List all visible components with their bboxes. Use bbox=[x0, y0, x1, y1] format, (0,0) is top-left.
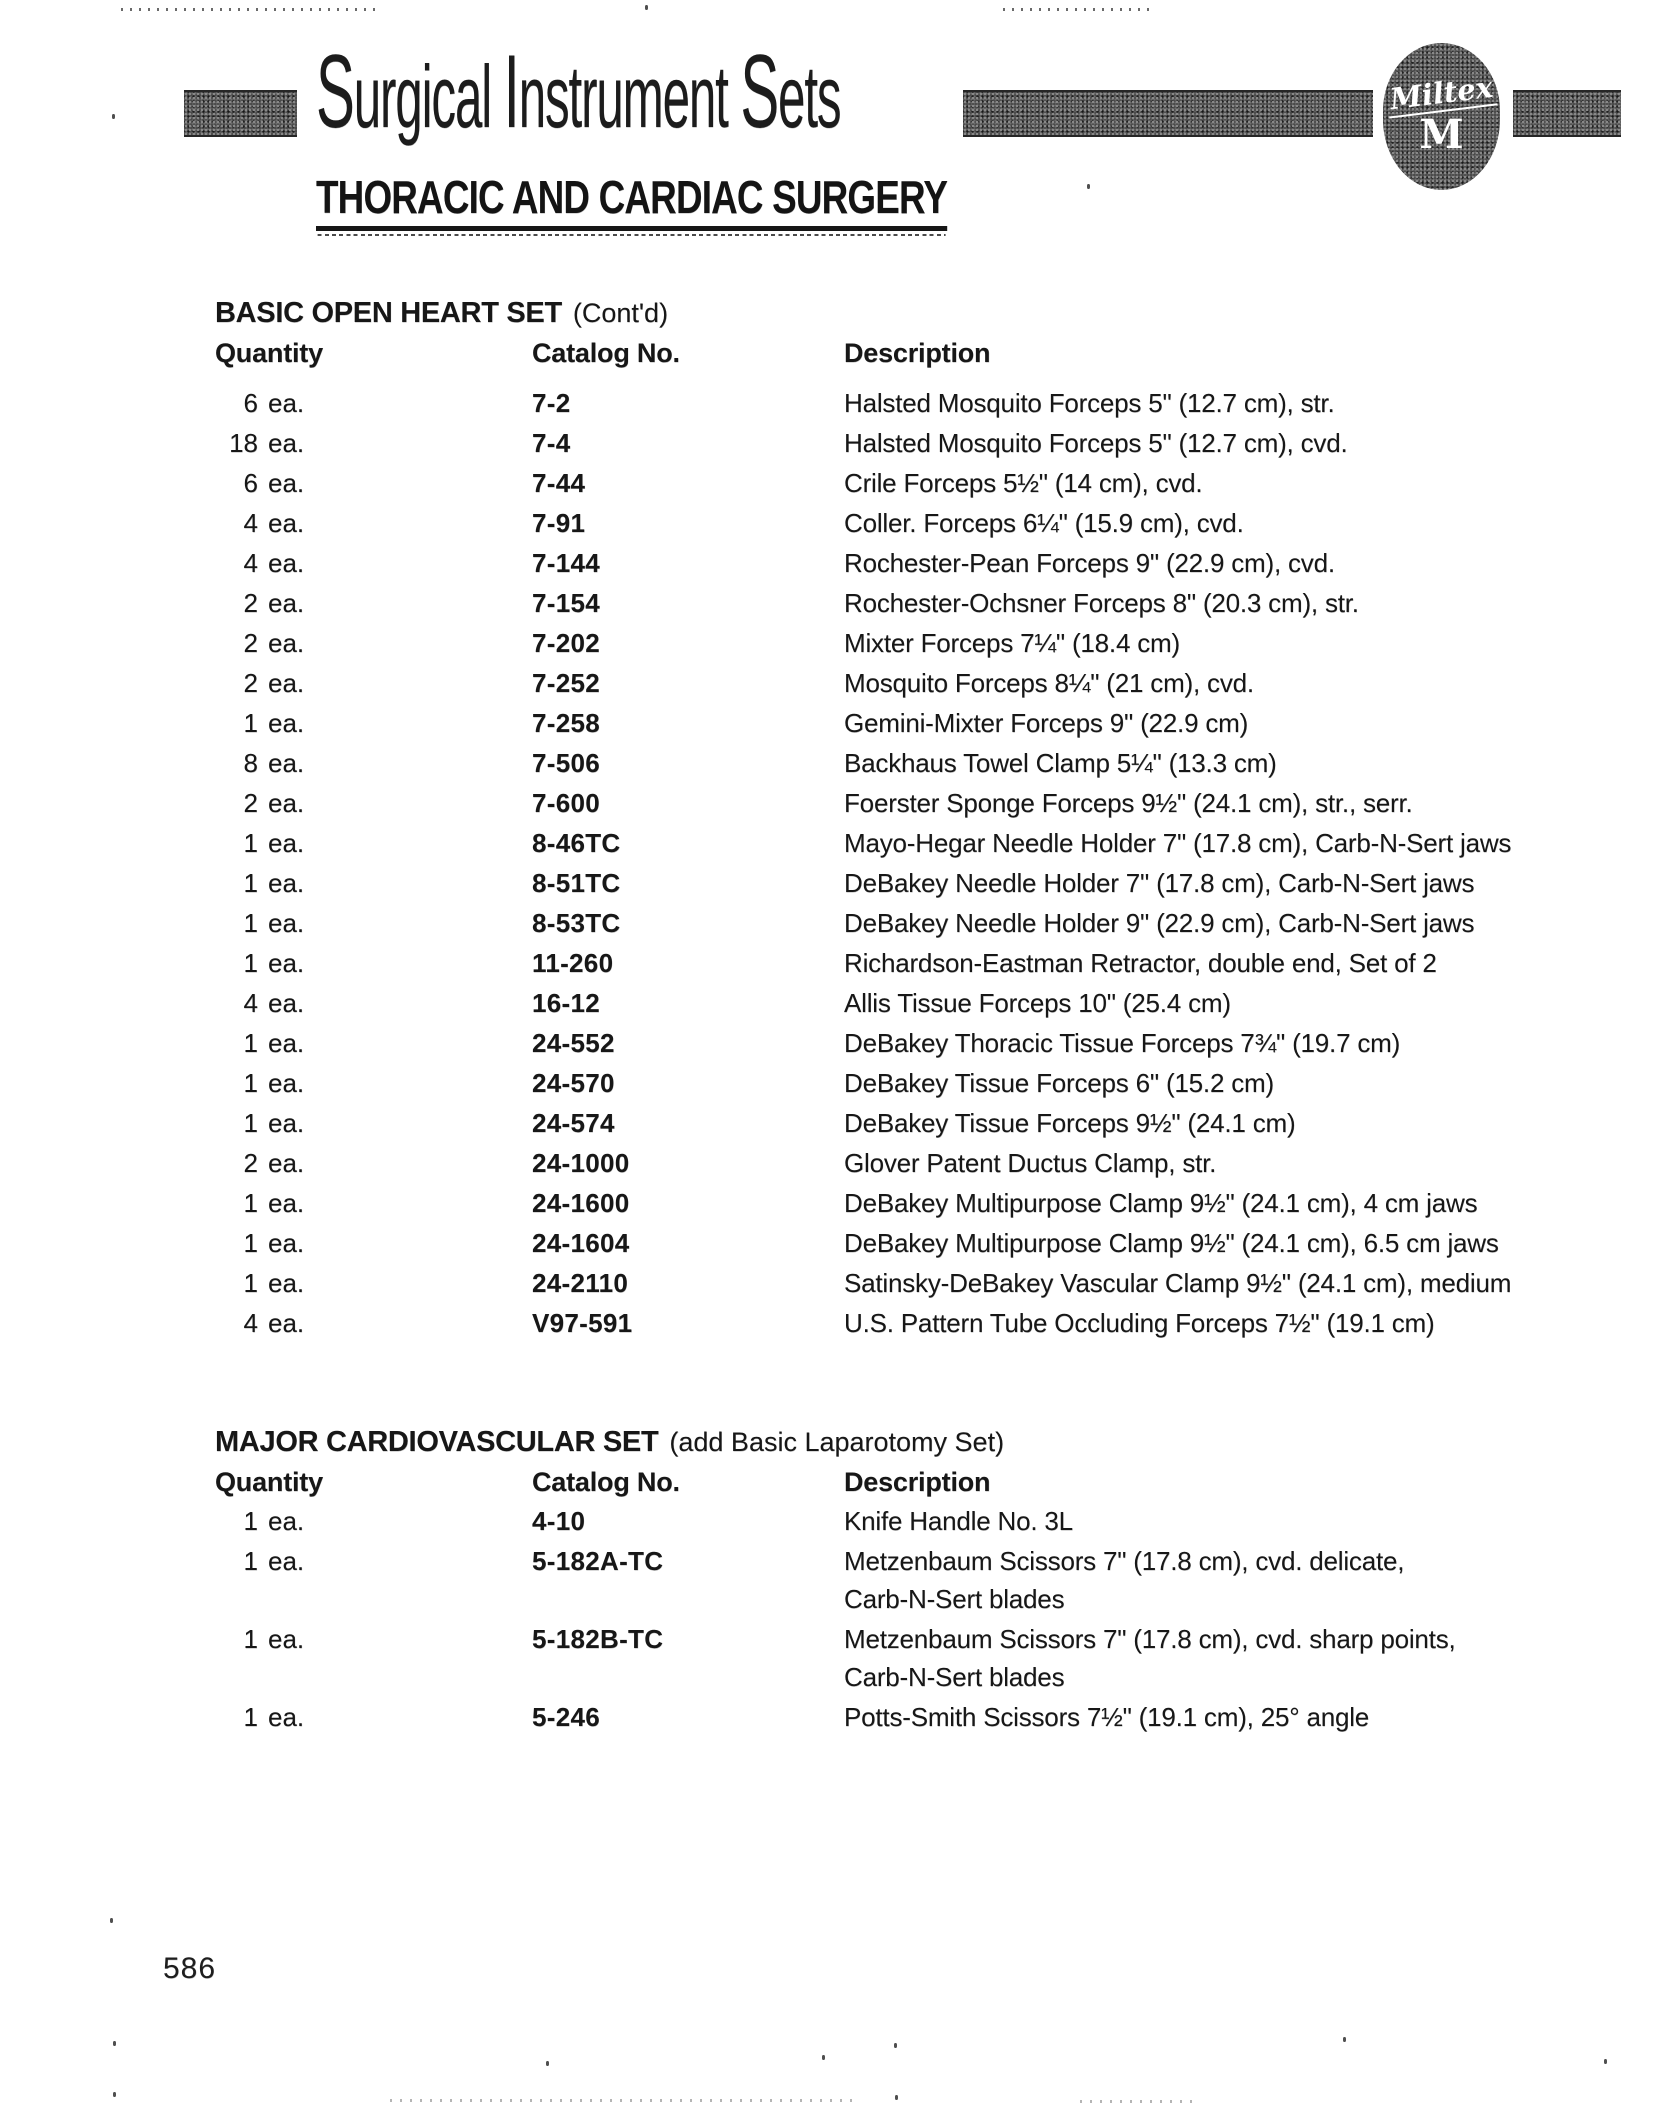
scan-artifact bbox=[110, 1918, 113, 1923]
catalog-number: 5-182B-TC bbox=[532, 1624, 664, 1654]
quantity-unit: ea. bbox=[268, 1188, 305, 1218]
scan-artifact bbox=[822, 2055, 825, 2060]
section-basic-open-heart-set bbox=[215, 293, 1625, 1343]
miltex-logo-letter: M bbox=[1419, 110, 1464, 158]
quantity-unit: ea. bbox=[268, 548, 305, 578]
table-row bbox=[215, 1303, 1625, 1343]
quantity-value: 1 bbox=[243, 908, 258, 938]
description-cell bbox=[844, 1223, 1625, 1263]
catalog-number: 24-1000 bbox=[532, 1148, 630, 1178]
description-line: DeBakey Needle Holder 9" (22.9 cm), Carb-N-Sert jaws bbox=[844, 908, 1475, 938]
table-row bbox=[215, 783, 1625, 823]
quantity-cell bbox=[215, 1023, 532, 1063]
table-row bbox=[215, 1502, 1625, 1540]
scan-artifact bbox=[894, 2043, 897, 2048]
table-row bbox=[215, 863, 1625, 903]
table-row bbox=[215, 463, 1625, 503]
catalog-number: 8-53TC bbox=[532, 908, 621, 938]
brand-title-capital: I bbox=[503, 34, 519, 150]
description-cell bbox=[844, 1502, 1625, 1540]
quantity-unit: ea. bbox=[268, 828, 305, 858]
description-line: DeBakey Multipurpose Clamp 9½" (24.1 cm), 4 cm jaws bbox=[844, 1188, 1478, 1218]
description-cell bbox=[844, 1303, 1625, 1343]
quantity-value: 1 bbox=[243, 1108, 258, 1138]
quantity-unit: ea. bbox=[268, 1228, 305, 1258]
catalog-number: 4-10 bbox=[532, 1506, 586, 1536]
quantity-value: 4 bbox=[243, 508, 258, 538]
description-cell bbox=[844, 1183, 1625, 1223]
quantity-cell bbox=[215, 1143, 532, 1183]
quantity-cell bbox=[215, 543, 532, 583]
quantity-unit: ea. bbox=[268, 868, 305, 898]
catalog-number: 8-46TC bbox=[532, 828, 621, 858]
quantity-cell bbox=[215, 1303, 532, 1343]
quantity-unit: ea. bbox=[268, 1506, 305, 1536]
description-cell bbox=[844, 383, 1625, 423]
set-name: MAJOR CARDIOVASCULAR SET bbox=[215, 1426, 659, 1458]
description-line: Rochester-Pean Forceps 9" (22.9 cm), cvd. bbox=[844, 548, 1335, 578]
table-row bbox=[215, 623, 1625, 663]
description-line: Knife Handle No. 3L bbox=[844, 1506, 1073, 1536]
catalog-number: 24-1604 bbox=[532, 1228, 630, 1258]
description-cell bbox=[844, 903, 1625, 943]
table-row bbox=[215, 503, 1625, 543]
quantity-unit: ea. bbox=[268, 988, 305, 1018]
catalog-number: 7-600 bbox=[532, 788, 600, 818]
catalog-number: 8-51TC bbox=[532, 868, 621, 898]
catalog-number: 7-258 bbox=[532, 708, 600, 738]
description-line: Metzenbaum Scissors 7" (17.8 cm), cvd. delicate, bbox=[844, 1546, 1405, 1576]
description-cell bbox=[844, 783, 1625, 823]
scan-artifact bbox=[1343, 2037, 1346, 2042]
quantity-cell bbox=[215, 703, 532, 743]
description-cell bbox=[844, 583, 1625, 623]
description-line: Backhaus Towel Clamp 5¼" (13.3 cm) bbox=[844, 748, 1277, 778]
table-row bbox=[215, 1542, 1625, 1618]
table-row bbox=[215, 703, 1625, 743]
quantity-value: 6 bbox=[243, 468, 258, 498]
quantity-unit: ea. bbox=[268, 668, 305, 698]
quantity-unit: ea. bbox=[268, 388, 305, 418]
quantity-cell bbox=[215, 1620, 532, 1696]
scan-artifact bbox=[121, 8, 376, 11]
quantity-value: 1 bbox=[243, 1506, 258, 1536]
scan-artifact bbox=[1087, 184, 1090, 189]
quantity-unit: ea. bbox=[268, 1546, 305, 1576]
scan-artifact bbox=[895, 2095, 898, 2100]
catalog-number: V97-591 bbox=[532, 1308, 633, 1338]
scan-artifact bbox=[645, 5, 648, 10]
scan-artifact bbox=[113, 2092, 116, 2097]
description-cell bbox=[844, 743, 1625, 783]
quantity-cell bbox=[215, 583, 532, 623]
table-row bbox=[215, 1263, 1625, 1303]
description-line: Glover Patent Ductus Clamp, str. bbox=[844, 1148, 1217, 1178]
table-row bbox=[215, 983, 1625, 1023]
table-row bbox=[215, 1143, 1625, 1183]
brand-title-capital: S bbox=[316, 34, 354, 150]
quantity-value: 2 bbox=[243, 588, 258, 618]
set-name-suffix: (Cont'd) bbox=[572, 298, 669, 328]
quantity-value: 2 bbox=[243, 668, 258, 698]
quantity-unit: ea. bbox=[268, 588, 305, 618]
description-line: Carb-N-Sert blades bbox=[844, 1662, 1065, 1692]
table-row bbox=[215, 1103, 1625, 1143]
column-header-catalog-no: Catalog No. bbox=[532, 1467, 680, 1497]
description-line: Foerster Sponge Forceps 9½" (24.1 cm), str., serr. bbox=[844, 788, 1413, 818]
quantity-value: 1 bbox=[243, 1228, 258, 1258]
catalog-number: 5-182A-TC bbox=[532, 1546, 664, 1576]
description-cell bbox=[844, 1620, 1625, 1696]
miltex-logo-script: Miltex bbox=[1385, 72, 1497, 118]
quantity-cell bbox=[215, 943, 532, 983]
description-line: Coller. Forceps 6¼" (15.9 cm), cvd. bbox=[844, 508, 1244, 538]
quantity-value: 8 bbox=[243, 748, 258, 778]
description-line: Mosquito Forceps 8¼" (21 cm), cvd. bbox=[844, 668, 1254, 698]
quantity-cell bbox=[215, 1698, 532, 1736]
scan-artifact bbox=[390, 2099, 860, 2102]
catalog-number: 7-44 bbox=[532, 468, 586, 498]
quantity-value: 1 bbox=[243, 1028, 258, 1058]
quantity-cell bbox=[215, 1223, 532, 1263]
description-cell bbox=[844, 1263, 1625, 1303]
quantity-unit: ea. bbox=[268, 908, 305, 938]
quantity-unit: ea. bbox=[268, 948, 305, 978]
description-cell bbox=[844, 1023, 1625, 1063]
quantity-value: 1 bbox=[243, 708, 258, 738]
column-header-description: Description bbox=[844, 1467, 991, 1497]
scan-artifact bbox=[1080, 2100, 1200, 2103]
quantity-unit: ea. bbox=[268, 1028, 305, 1058]
quantity-unit: ea. bbox=[268, 428, 305, 458]
description-cell bbox=[844, 1143, 1625, 1183]
description-cell bbox=[844, 703, 1625, 743]
quantity-unit: ea. bbox=[268, 1268, 305, 1298]
quantity-unit: ea. bbox=[268, 788, 305, 818]
description-cell bbox=[844, 543, 1625, 583]
description-line: Allis Tissue Forceps 10" (25.4 cm) bbox=[844, 988, 1231, 1018]
quantity-value: 4 bbox=[243, 548, 258, 578]
quantity-value: 2 bbox=[243, 788, 258, 818]
table-row bbox=[215, 1183, 1625, 1223]
quantity-cell bbox=[215, 1103, 532, 1143]
quantity-unit: ea. bbox=[268, 1068, 305, 1098]
scan-artifact bbox=[546, 2061, 549, 2066]
quantity-cell bbox=[215, 1502, 532, 1540]
catalog-number: 7-4 bbox=[532, 428, 571, 458]
quantity-value: 1 bbox=[243, 1068, 258, 1098]
quantity-cell bbox=[215, 783, 532, 823]
set-name-suffix: (add Basic Laparotomy Set) bbox=[669, 1427, 1005, 1457]
table-row bbox=[215, 1698, 1625, 1736]
description-cell bbox=[844, 623, 1625, 663]
quantity-cell bbox=[215, 1183, 532, 1223]
catalog-number: 5-246 bbox=[532, 1702, 600, 1732]
quantity-unit: ea. bbox=[268, 468, 305, 498]
quantity-cell bbox=[215, 503, 532, 543]
quantity-value: 1 bbox=[243, 1702, 258, 1732]
description-cell bbox=[844, 463, 1625, 503]
table-row bbox=[215, 1023, 1625, 1063]
description-line: Carb-N-Sert blades bbox=[844, 1584, 1065, 1614]
description-line: DeBakey Tissue Forceps 6" (15.2 cm) bbox=[844, 1068, 1274, 1098]
description-cell bbox=[844, 1698, 1625, 1736]
header-texture-bar-middle bbox=[963, 90, 1373, 137]
column-header-quantity: Quantity bbox=[215, 1467, 323, 1497]
quantity-value: 1 bbox=[243, 1546, 258, 1576]
quantity-cell bbox=[215, 863, 532, 903]
quantity-cell bbox=[215, 743, 532, 783]
quantity-cell bbox=[215, 383, 532, 423]
page-number: 586 bbox=[163, 1952, 217, 1985]
set-title bbox=[215, 1422, 1625, 1462]
quantity-value: 6 bbox=[243, 388, 258, 418]
description-cell bbox=[844, 983, 1625, 1023]
table-row bbox=[215, 583, 1625, 623]
quantity-cell bbox=[215, 423, 532, 463]
description-cell bbox=[844, 423, 1625, 463]
instrument-rows bbox=[215, 383, 1625, 1343]
catalog-number: 7-144 bbox=[532, 548, 600, 578]
scan-artifact bbox=[112, 114, 115, 119]
quantity-unit: ea. bbox=[268, 1108, 305, 1138]
description-line: Crile Forceps 5½" (14 cm), cvd. bbox=[844, 468, 1203, 498]
description-cell bbox=[844, 1542, 1625, 1618]
description-cell bbox=[844, 943, 1625, 983]
description-line: DeBakey Tissue Forceps 9½" (24.1 cm) bbox=[844, 1108, 1296, 1138]
table-row bbox=[215, 1620, 1625, 1696]
quantity-unit: ea. bbox=[268, 628, 305, 658]
description-line: Halsted Mosquito Forceps 5" (12.7 cm), str. bbox=[844, 388, 1335, 418]
description-line: Halsted Mosquito Forceps 5" (12.7 cm), cvd. bbox=[844, 428, 1348, 458]
description-cell bbox=[844, 503, 1625, 543]
quantity-value: 2 bbox=[243, 1148, 258, 1178]
table-row bbox=[215, 543, 1625, 583]
quantity-value: 4 bbox=[243, 988, 258, 1018]
column-header-catalog-no: Catalog No. bbox=[532, 338, 680, 368]
table-row bbox=[215, 383, 1625, 423]
description-cell bbox=[844, 663, 1625, 703]
description-line: DeBakey Multipurpose Clamp 9½" (24.1 cm), 6.5 cm jaws bbox=[844, 1228, 1499, 1258]
quantity-cell bbox=[215, 1263, 532, 1303]
catalog-number: 24-552 bbox=[532, 1028, 615, 1058]
catalog-number: 16-12 bbox=[532, 988, 600, 1018]
description-line: Rochester-Ochsner Forceps 8" (20.3 cm), str. bbox=[844, 588, 1359, 618]
set-name: BASIC OPEN HEART SET bbox=[215, 297, 562, 329]
catalog-number: 11-260 bbox=[532, 948, 614, 978]
quantity-unit: ea. bbox=[268, 748, 305, 778]
quantity-value: 1 bbox=[243, 1624, 258, 1654]
description-line: Mayo-Hegar Needle Holder 7" (17.8 cm), Carb-N-Sert jaws bbox=[844, 828, 1512, 858]
quantity-value: 1 bbox=[243, 828, 258, 858]
scan-artifact bbox=[1604, 2059, 1607, 2064]
section-major-cardiovascular-set bbox=[215, 1422, 1625, 1738]
scan-artifact bbox=[113, 2041, 116, 2046]
quantity-value: 1 bbox=[243, 1188, 258, 1218]
description-line: Potts-Smith Scissors 7½" (19.1 cm), 25° angle bbox=[844, 1702, 1370, 1732]
description-cell bbox=[844, 823, 1625, 863]
page-heading: THORACIC AND CARDIAC SURGERY bbox=[316, 174, 947, 231]
quantity-cell bbox=[215, 463, 532, 503]
quantity-value: 4 bbox=[243, 1308, 258, 1338]
quantity-cell bbox=[215, 1063, 532, 1103]
table-row bbox=[215, 943, 1625, 983]
set-title bbox=[215, 293, 1625, 333]
miltex-logo bbox=[1383, 43, 1500, 190]
quantity-value: 18 bbox=[229, 428, 258, 458]
column-headers bbox=[215, 1462, 1625, 1502]
quantity-unit: ea. bbox=[268, 1624, 305, 1654]
scan-artifact bbox=[1003, 8, 1153, 11]
description-line: DeBakey Thoracic Tissue Forceps 7¾" (19.7 cm) bbox=[844, 1028, 1401, 1058]
quantity-unit: ea. bbox=[268, 1308, 305, 1338]
quantity-cell bbox=[215, 903, 532, 943]
quantity-unit: ea. bbox=[268, 708, 305, 738]
table-row bbox=[215, 823, 1625, 863]
table-row bbox=[215, 743, 1625, 783]
description-cell bbox=[844, 863, 1625, 903]
description-line: Satinsky-DeBakey Vascular Clamp 9½" (24.1 cm), medium bbox=[844, 1268, 1512, 1298]
description-line: U.S. Pattern Tube Occluding Forceps 7½" (19.1 cm) bbox=[844, 1308, 1435, 1338]
instrument-rows bbox=[215, 1502, 1625, 1736]
table-row bbox=[215, 423, 1625, 463]
description-cell bbox=[844, 1063, 1625, 1103]
brand-title-capital: S bbox=[740, 34, 779, 150]
quantity-unit: ea. bbox=[268, 1702, 305, 1732]
catalog-number: 7-2 bbox=[532, 388, 571, 418]
quantity-cell bbox=[215, 983, 532, 1023]
quantity-value: 2 bbox=[243, 628, 258, 658]
catalog-number: 24-2110 bbox=[532, 1268, 629, 1298]
description-line: Gemini-Mixter Forceps 9" (22.9 cm) bbox=[844, 708, 1249, 738]
quantity-unit: ea. bbox=[268, 1148, 305, 1178]
column-header-description: Description bbox=[844, 338, 991, 368]
quantity-unit: ea. bbox=[268, 508, 305, 538]
description-line: Mixter Forceps 7¼" (18.4 cm) bbox=[844, 628, 1180, 658]
catalog-number: 7-154 bbox=[532, 588, 600, 618]
description-line: Metzenbaum Scissors 7" (17.8 cm), cvd. sharp points, bbox=[844, 1624, 1456, 1654]
description-line: Richardson-Eastman Retractor, double end, Set of 2 bbox=[844, 948, 1437, 978]
quantity-value: 1 bbox=[243, 868, 258, 898]
quantity-cell bbox=[215, 663, 532, 703]
catalog-number: 7-202 bbox=[532, 628, 600, 658]
quantity-value: 1 bbox=[243, 1268, 258, 1298]
table-row bbox=[215, 663, 1625, 703]
catalog-number: 24-1600 bbox=[532, 1188, 630, 1218]
column-headers bbox=[215, 333, 1625, 373]
catalog-number: 24-574 bbox=[532, 1108, 615, 1138]
catalog-number: 7-506 bbox=[532, 748, 600, 778]
column-header-quantity: Quantity bbox=[215, 338, 323, 368]
quantity-value: 1 bbox=[243, 948, 258, 978]
quantity-cell bbox=[215, 1542, 532, 1618]
catalog-number: 7-91 bbox=[532, 508, 586, 538]
table-row bbox=[215, 903, 1625, 943]
quantity-cell bbox=[215, 623, 532, 663]
table-row bbox=[215, 1223, 1625, 1263]
brand-title: Surgical Instrument Sets bbox=[316, 34, 841, 150]
description-line: DeBakey Needle Holder 7" (17.8 cm), Carb-N-Sert jaws bbox=[844, 868, 1475, 898]
catalog-number: 24-570 bbox=[532, 1068, 615, 1098]
table-row bbox=[215, 1063, 1625, 1103]
quantity-cell bbox=[215, 823, 532, 863]
description-cell bbox=[844, 1103, 1625, 1143]
header-texture-bar-left bbox=[184, 90, 297, 137]
header-texture-bar-right bbox=[1513, 90, 1621, 137]
catalog-number: 7-252 bbox=[532, 668, 600, 698]
